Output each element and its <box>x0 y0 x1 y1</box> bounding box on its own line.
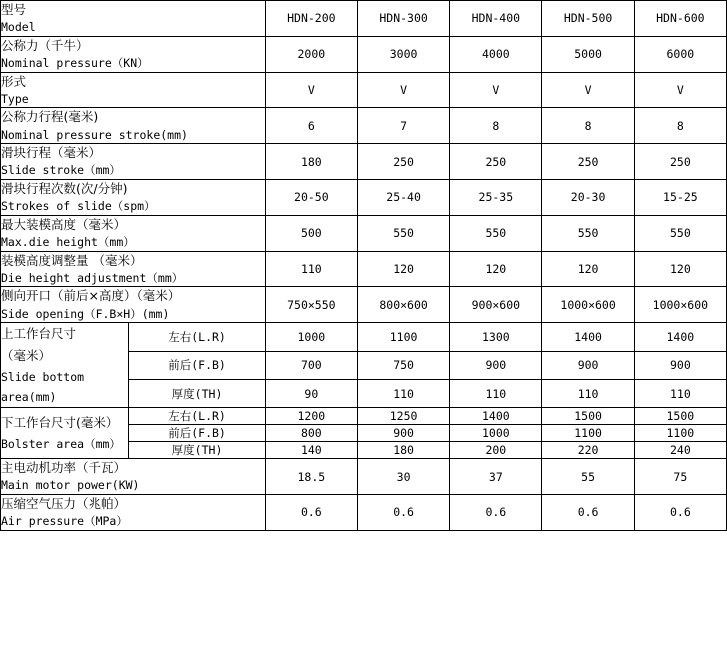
cell-value: 800×600 <box>357 287 449 323</box>
table-row <box>1 144 727 180</box>
row-label-cn: 公称力（千牛） <box>1 37 89 53</box>
cell-value: 1200 <box>265 408 357 425</box>
row-label-cn: 滑块行程次数(次/分钟) <box>1 180 128 196</box>
cell-value: 1100 <box>357 323 449 351</box>
cell-value: 750 <box>357 351 449 379</box>
header-model-2: HDN-300 <box>357 1 449 37</box>
cell-value: V <box>542 72 634 108</box>
header-model-5: HDN-600 <box>634 1 726 37</box>
cell-value: 1500 <box>542 408 634 425</box>
cell-value: 250 <box>542 144 634 180</box>
group-label-cn-line2: （毫米） <box>1 348 52 364</box>
cell-value: 110 <box>634 379 726 407</box>
group-label-en-line1: Slide bottom <box>1 369 85 384</box>
table-row <box>1 36 727 72</box>
row-label-cn: 装模高度调整量 （毫米） <box>1 252 143 268</box>
cell-value: 75 <box>634 459 726 495</box>
row-label-en: Nominal pressure（KN） <box>1 55 149 70</box>
cell-value: 0.6 <box>265 494 357 530</box>
cell-value: 6000 <box>634 36 726 72</box>
cell-value: 900 <box>357 425 449 442</box>
cell-value: 120 <box>634 251 726 287</box>
cell-value: 15-25 <box>634 179 726 215</box>
cell-value: 1300 <box>450 323 542 351</box>
cell-value: 8 <box>542 108 634 144</box>
cell-value: 1400 <box>634 323 726 351</box>
cell-value: 1100 <box>542 425 634 442</box>
cell-value: 550 <box>357 215 449 251</box>
sub-label: 前后(F.B) <box>129 351 265 379</box>
cell-value: 1400 <box>450 408 542 425</box>
cell-value: 180 <box>357 442 449 459</box>
group-label-en-line2: area(mm) <box>1 390 57 405</box>
cell-value: 120 <box>450 251 542 287</box>
row-label-cell <box>1 251 266 287</box>
row-label-en: Strokes of slide（spm） <box>1 199 156 214</box>
cell-value: 3000 <box>357 36 449 72</box>
cell-value: 110 <box>450 379 542 407</box>
cell-value: 8 <box>450 108 542 144</box>
row-label-cell <box>1 179 266 215</box>
table-row <box>1 459 727 495</box>
row-label-en: Max.die height（mm） <box>1 234 135 249</box>
cell-value: 550 <box>450 215 542 251</box>
group-label-bolster-area <box>1 408 129 459</box>
table-row <box>1 494 727 530</box>
row-label-cell <box>1 459 266 495</box>
cell-value: 220 <box>542 442 634 459</box>
cell-value: 1000×600 <box>542 287 634 323</box>
row-label-cell <box>1 287 266 323</box>
header-label-en: Model <box>1 20 36 35</box>
row-label-en: Air pressure（MPa） <box>1 514 128 529</box>
cell-value: 550 <box>542 215 634 251</box>
row-label-cell <box>1 72 266 108</box>
cell-value: 25-35 <box>450 179 542 215</box>
cell-value: V <box>634 72 726 108</box>
row-label-cell <box>1 36 266 72</box>
cell-value: 55 <box>542 459 634 495</box>
row-label-cell <box>1 215 266 251</box>
cell-value: 110 <box>265 251 357 287</box>
cell-value: 550 <box>634 215 726 251</box>
row-label-en: Nominal pressure stroke(mm) <box>1 127 188 142</box>
cell-value: 900 <box>542 351 634 379</box>
row-label-en: Side opening（F.B×H）(mm) <box>1 306 170 321</box>
row-label-cn: 滑块行程（毫米） <box>1 145 102 161</box>
table-row <box>1 108 727 144</box>
cell-value: 20-30 <box>542 179 634 215</box>
cell-value: 180 <box>265 144 357 180</box>
cell-value: 7 <box>357 108 449 144</box>
cell-value: 18.5 <box>265 459 357 495</box>
row-label-cell <box>1 108 266 144</box>
row-label-cn: 主电动机功率（千瓦） <box>1 460 127 476</box>
header-model-4: HDN-500 <box>542 1 634 37</box>
cell-value: 37 <box>450 459 542 495</box>
cell-value: 25-40 <box>357 179 449 215</box>
cell-value: 1000×600 <box>634 287 726 323</box>
cell-value: V <box>450 72 542 108</box>
cell-value: 0.6 <box>542 494 634 530</box>
cell-value: 250 <box>357 144 449 180</box>
cell-value: 1100 <box>634 425 726 442</box>
table-row <box>1 72 727 108</box>
cell-value: 5000 <box>542 36 634 72</box>
cell-value: 900 <box>634 351 726 379</box>
header-model-1: HDN-200 <box>265 1 357 37</box>
cell-value: 1400 <box>542 323 634 351</box>
cell-value: 2000 <box>265 36 357 72</box>
group-label-cn-line1: 上工作台尺寸 <box>1 326 77 342</box>
table-row <box>1 251 727 287</box>
cell-value: 110 <box>357 379 449 407</box>
cell-value: 1500 <box>634 408 726 425</box>
header-model-3: HDN-400 <box>450 1 542 37</box>
table-header-row <box>1 1 727 37</box>
cell-value: 900 <box>450 351 542 379</box>
row-label-cn: 侧向开口（前后×高度）（毫米） <box>1 288 181 304</box>
cell-value: 8 <box>634 108 726 144</box>
row-label-cell <box>1 144 266 180</box>
group-label-cn: 下工作台尺寸(毫米） <box>1 415 119 431</box>
header-label-cn: 型号 <box>1 2 27 17</box>
cell-value: 120 <box>357 251 449 287</box>
group-label-slide-bottom-area <box>1 323 129 408</box>
cell-value: 1250 <box>357 408 449 425</box>
table-row <box>1 179 727 215</box>
sub-label: 前后(F.B) <box>129 425 265 442</box>
cell-value: 800 <box>265 425 357 442</box>
row-label-en: Type <box>1 91 29 106</box>
cell-value: 20-50 <box>265 179 357 215</box>
cell-value: 140 <box>265 442 357 459</box>
table-row <box>1 408 727 425</box>
header-label-cell <box>1 1 266 37</box>
sub-label: 左右(L.R) <box>129 408 265 425</box>
row-label-en: Die height adjustment（mm） <box>1 270 184 285</box>
cell-value: 240 <box>634 442 726 459</box>
cell-value: 750×550 <box>265 287 357 323</box>
sub-label: 左右(L.R) <box>129 323 265 351</box>
cell-value: 700 <box>265 351 357 379</box>
table-row <box>1 323 727 351</box>
cell-value: 200 <box>450 442 542 459</box>
cell-value: 1000 <box>450 425 542 442</box>
cell-value: 30 <box>357 459 449 495</box>
table-row <box>1 215 727 251</box>
cell-value: 1000 <box>265 323 357 351</box>
cell-value: 110 <box>542 379 634 407</box>
table-row <box>1 287 727 323</box>
cell-value: 0.6 <box>450 494 542 530</box>
row-label-cn: 形式 <box>1 73 27 89</box>
row-label-cn: 压缩空气压力（兆帕） <box>1 495 127 511</box>
cell-value: 0.6 <box>634 494 726 530</box>
cell-value: 4000 <box>450 36 542 72</box>
cell-value: 6 <box>265 108 357 144</box>
row-label-cn: 最大装模高度（毫米） <box>1 216 127 232</box>
cell-value: 250 <box>634 144 726 180</box>
cell-value: 90 <box>265 379 357 407</box>
sub-label: 厚度(TH) <box>129 379 265 407</box>
cell-value: 0.6 <box>357 494 449 530</box>
row-label-cell <box>1 494 266 530</box>
group-label-en: Bolster area（mm） <box>1 437 121 452</box>
cell-value: 900×600 <box>450 287 542 323</box>
cell-value: V <box>265 72 357 108</box>
cell-value: V <box>357 72 449 108</box>
cell-value: 250 <box>450 144 542 180</box>
sub-label: 厚度(TH) <box>129 442 265 459</box>
cell-value: 120 <box>542 251 634 287</box>
cell-value: 500 <box>265 215 357 251</box>
row-label-en: Main motor power(KW) <box>1 478 140 493</box>
row-label-en: Slide stroke（mm） <box>1 163 121 178</box>
row-label-cn: 公称力行程(毫米) <box>1 109 99 125</box>
